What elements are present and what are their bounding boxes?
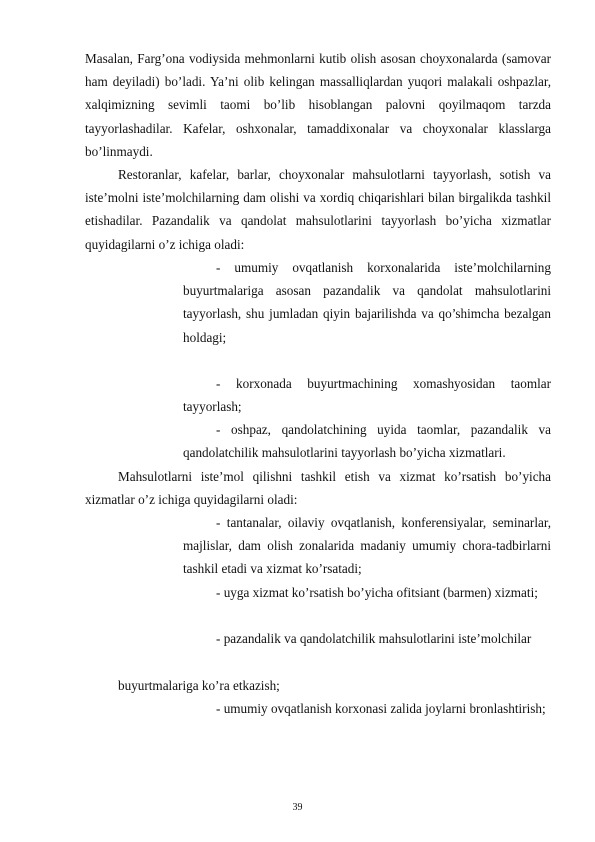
list-item-events-service: - tantanalar, oilaviy ovqatlanish, konferensiyalar, seminarlar, majlislar, dam olish zonalarida madaniy umumiy chora-tadbirlarni tashkil etadi va xizmat ko’rsatadi; [183, 515, 551, 577]
paragraph-fergana-example: Masalan, Farg’ona vodiysida mehmonlarni kutib olish asosan choyxonalarda (samovar ham deyiladi) bo’ladi. Ya’ni olib kelingan massalliqlardan yuqori malakali oshpazlar, xalqimizning sevimli taomi bo’lib hisoblangan palovni qoyilmaqom tarzda tayyorlashadilar. Kafelar, oshxonalar, tamaddixonalar va choyxonalar klasslarga bo’linmaydi. [85, 51, 551, 159]
page-number: 39 [292, 802, 303, 813]
list-item-customer-orders: - umumiy ovqatlanish korxonalarida iste’molchilarning buyurtmalariga asosan pazandalik va qandolat mahsulotlarini tayyorlash, shu jumladan qiyin bajarilishda va qo’shimcha bezalgan holdagi; [183, 260, 551, 345]
list-item-delivery: - pazandalik va qandolatchilik mahsulotlarini iste’molchilar [216, 631, 532, 646]
list-item-reservation: - umumiy ovqatlanish korxonasi zalida joylarni bronlashtirish; [216, 701, 546, 716]
list-item-delivery-continuation: buyurtmalariga ko’ra etkazish; [118, 678, 280, 693]
list-item-waiter-service: - uyga xizmat ko’rsatish bo’yicha ofitsiant (barmen) xizmati; [216, 585, 538, 600]
paragraph-restaurants-services: Restoranlar, kafelar, barlar, choyxonalar mahsulotlarni tayyorlash, sotish va iste’molni iste’molchilarning dam olishi va xordiq chiqarishlari bilan birgalikda tashkil etishadilar. Pazandalik va qandolat mahsulotlarini tayyorlash bo’yicha xizmatlar quyidagilarni o’z ichiga oladi: [85, 167, 551, 252]
list-item-customer-raw-materials: - korxonada buyurtmachining xomashyosidan taomlar tayyorlash; [183, 376, 551, 415]
paragraph-consumption-services: Mahsulotlarni iste’mol qilishni tashkil etish va xizmat ko’rsatish bo’yicha xizmatlar o’z ichiga quyidagilarni oladi: [85, 469, 551, 508]
list-item-home-cooking: - oshpaz, qandolatchining uyida taomlar, pazandalik va qandolatchilik mahsulotlarini tayyorlash bo’yicha xizmatlari. [183, 422, 551, 461]
